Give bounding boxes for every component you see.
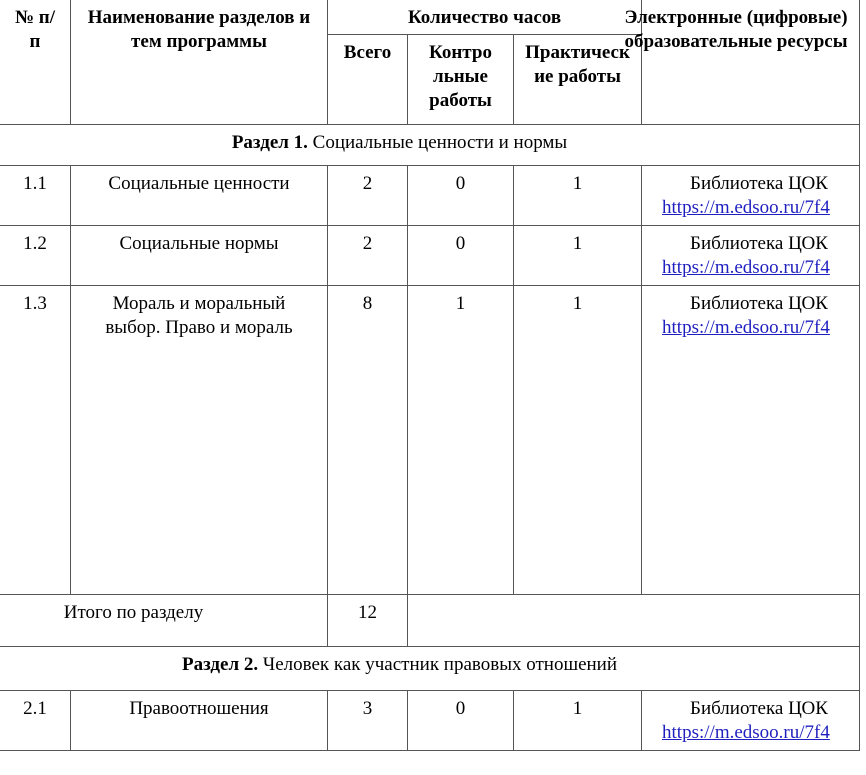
resource-link[interactable]: https://m.edsoo.ru/7f4 (662, 197, 830, 218)
table-row (0, 226, 860, 286)
row-control: 0 (408, 166, 514, 226)
section-1-row (0, 125, 860, 166)
subtotal-empty (408, 595, 860, 647)
row-resources: Библиотека ЦОК https://m.edsoo.ru/7f4 (642, 166, 860, 226)
resource-link[interactable]: https://m.edsoo.ru/7f4 (662, 722, 830, 743)
row-practical: 1 (514, 691, 642, 751)
header-hours: Количество часов (328, 0, 642, 35)
section-2-title (0, 647, 860, 691)
row-total: 3 (328, 691, 408, 751)
row-control: 0 (408, 226, 514, 286)
subtotal-label: Итого по разделу (0, 595, 328, 647)
row-resources: Библиотека ЦОК https://m.edsoo.ru/7f4 (642, 691, 860, 751)
header-resources: Электронные (цифровые) образовательные ресурсы (642, 0, 860, 125)
row-total: 2 (328, 166, 408, 226)
table-row (0, 166, 860, 226)
row-name: Мораль и моральный выбор. Право и мораль (71, 286, 328, 595)
header-name: Наименование разделов и тем программы (71, 0, 328, 125)
table-row (0, 691, 860, 751)
section-2-label: Раздел 2. (182, 654, 259, 675)
row-resources: Библиотека ЦОК https://m.edsoo.ru/7f4 (642, 226, 860, 286)
subtotal-row (0, 595, 860, 647)
resource-link[interactable]: https://m.edsoo.ru/7f4 (662, 317, 830, 338)
row-name: Правоотношения (71, 691, 328, 751)
header-total: Всего (328, 35, 408, 125)
header-control: Контрольные работы (408, 35, 514, 125)
section-2-row (0, 647, 860, 691)
row-total: 8 (328, 286, 408, 595)
header-practical: Практические работы (514, 35, 642, 125)
row-name: Социальные ценности (71, 166, 328, 226)
row-resources: Библиотека ЦОК https://m.edsoo.ru/7f4 (642, 286, 860, 595)
row-num: 1.2 (0, 226, 71, 286)
table-row (0, 286, 860, 595)
section-1-text: Социальные ценности и нормы (312, 132, 568, 153)
row-name: Социальные нормы (71, 226, 328, 286)
row-num: 2.1 (0, 691, 71, 751)
row-practical: 1 (514, 286, 642, 595)
section-2-text: Человек как участник правовых отношений (262, 654, 618, 675)
row-control: 0 (408, 691, 514, 751)
row-num: 1.1 (0, 166, 71, 226)
row-practical: 1 (514, 166, 642, 226)
row-num: 1.3 (0, 286, 71, 595)
section-1-title (0, 125, 860, 166)
row-practical: 1 (514, 226, 642, 286)
resource-link[interactable]: https://m.edsoo.ru/7f4 (662, 257, 830, 278)
subtotal-value: 12 (328, 595, 408, 647)
header-num: № п/п (0, 0, 71, 125)
row-total: 2 (328, 226, 408, 286)
row-control: 1 (408, 286, 514, 595)
header-row (0, 0, 860, 35)
section-1-label: Раздел 1. (231, 132, 308, 153)
